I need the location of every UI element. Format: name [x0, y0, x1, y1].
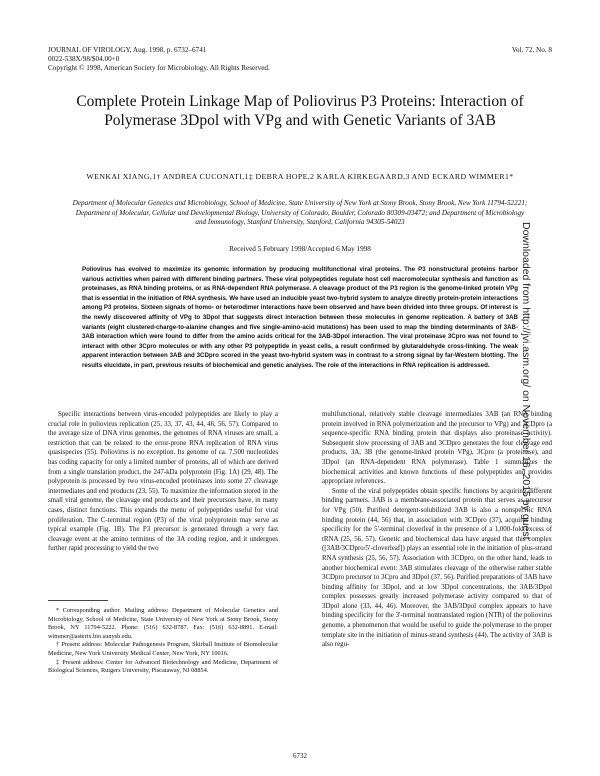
body-column-left [48, 410, 278, 554]
footnotes [48, 607, 278, 676]
body-column-right [322, 410, 552, 650]
abstract: Poliovirus has evolved to maximize its genomic information by producing multifunctional viral proteins. The P3 nonstructural proteins harbor various activities when paired with different binding partners. These viral polypeptides regulate host cell macromolecular synthesis and function as proteinases, as RNA binding proteins, or as RNA-dependent RNA polymerase. A cleavage product of the P3 region is the genome-linked protein VPg that is essential in the initiation of RNA synthesis. We have used an inducible yeast two-hybrid system to analyze directly protein-protein interactions among P3 proteins. Sixteen signals of homo- or heterodimer interactions have been observed and have been divided into three groups. Of interest is the newly discovered affinity of VPg to 3Dpol that suggests direct interaction between these molecules in genome replication. A battery of 3AB variants (eight clustered-charge-to-alanine changes and five single-amino-acid mutations) has been used to map the binding determinants of 3AB-3AB interaction which were found to differ from the amino acids critical for the 3AB-3Dpol interaction. The viral proteinase 3Cpro was not found to interact with other 3Cpro molecules or with any other P3 polypeptide in yeast cells, a result confirmed by glutaraldehyde cross-linking. The weak apparent interaction between 3AB and 3CDpro scored in the yeast two-hybrid system was in contrast to a strong signal by far-Western blotting. The results elucidate, in part, previous results of biochemical and genetic analyses. The role of the interactions in RNA replication is addressed. [82, 266, 518, 369]
received-dates: Received 5 February 1998/Accepted 6 May 1998 [229, 245, 371, 253]
author-list: WENKAI XIANG,1† ANDREA CUCONATI,1‡ DEBRA HOPE,2 KARLA KIRKEGAARD,3 AND ECKARD WIMMER1* [86, 172, 514, 181]
page-number: 6732 [293, 752, 307, 760]
issn-line: 0022-538X/98/$04.00+0 [48, 55, 120, 63]
copyright-line: Copyright © 1998, American Society for Microbiology. All Rights Reserved. [48, 64, 270, 72]
body-paragraph: Specific interactions between virus-encoded polypeptides are likely to play a crucial role in poliovirus replication (25, 33, 37, 43, 44, 46, 56, 57). Compared to the average size of DNA virus genomes, the genomes of RNA viruses are small, a restriction that can be related to the error-prone RNA replication of RNA virus quasispecies (55). Poliovirus is no exception. Its genome of ca. 7,500 nucleotides has coding capacity for only a limited number of proteins, all of which are derived from a single translation product, the 247-kDa polyprotein (Fig. 1A) (29, 48). The polyprotein is processed by two virus-encoded proteinases into some 27 cleavage intermediates and end products (23, 55). To maximize the information stored in the small viral genome, the cleavage end products and their precursors have, in many cases, distinct functions. This expands the menu of polypeptides useful for viral proliferation. The C-terminal region (P3) of the viral polyprotein may serve as typical example (Fig. 1B). The P3 precursor is generated through a very fast cleavage event at the amino terminus of the 3A coding region, and it undergoes further rapid processing to yield the two [48, 411, 278, 553]
affiliations: Department of Molecular Genetics and Microbiology, School of Medicine, State University of New York at Stony Brook, Stony Brook, New York 11794-52221; Department of Molecular, Cellular and Developmental Biology, University of Colorado, Boulder, Colorado 80309-03472; and Department of Microbiology and Immunology, Stanford University, Stanford, California 94305-54023 [72, 199, 528, 227]
journal-line: JOURNAL OF VIROLOGY, Aug. 1998, p. 6732–6741 [48, 46, 207, 54]
download-watermark: Downloaded from http://jvi.asm.org/ on November 16, 2015 by guest [520, 222, 532, 540]
footnote-dagger: † Present address: Molecular Pathogenesis Program, Skirball Institute of Biomolecular Medicine, New York University Medical Center, New York, NY 10016. [48, 641, 278, 657]
body-paragraph: multifunctional, relatively stable cleavage intermediates 3AB (an RNA binding protein involved in RNA polymerization and the precursor to VPg) and 3CDpro (a sequence-specific RNA binding protein that displays also proteinase activity). Subsequent slow processing of 3AB and 3CDpro generates the four cleavage end products, 3A, 3B (the genome-linked protein VPg), 3Cpro (a proteinase), and 3Dpol (an RNA-dependent RNA polymerase). Table 1 summarizes the biochemical activities and known functions of these polypeptides and provides appropriate references. [322, 411, 552, 486]
article-title: Complete Protein Linkage Map of Poliovirus P3 Proteins: Interaction of Polymerase 3Dpol with VPg and with Genetic Variants of 3AB [76, 93, 524, 129]
footnote-corresponding: * Corresponding author. Mailing address: Department of Molecular Genetics and Microbiology, School of Medicine, State University of New York at Stony Brook, Stony Brook, NY 11794-5222. Phone: (516) 632-8787. Fax: (516) 632-8891. E-mail: wimmer@asterix.bio.sunysb.edu. [48, 607, 278, 640]
footnote-divider [48, 600, 108, 601]
body-paragraph: Some of the viral polypeptides obtain specific functions by acquiring different binding partners. 3AB is a membrane-associated protein that serves as precursor for VPg (50). Purified detergent-solubilized 3AB is also a nonspecific RNA binding protein (44, 56) that, in association with 3CDpro (37), acquires binding specificity for the 5'-terminal cloverleaf in the presence of a 1,000-fold excess of tRNA (25, 56, 57). Genetic and biochemical data have argued that this complex ([3AB/3CDpro/5'-cloverleaf]) plays an essential role in the initiation of plus-strand RNA synthesis (25, 56, 57). Association with 3CDpro, on the other hand, leads to another biochemical event: 3AB stimulates cleavage of the otherwise rather stable 3CDpro precursor to 3Cpro and 3Dpol (37, 56). Purified preparations of 3AB have binding affinity for 3Dpol, and at low 3Dpol concentrations, the 3AB/3Dpol complex possesses greatly increased polymerase activity compared to that of 3Dpol alone (33, 44, 46). Moreover, the 3AB/3Dpol complex appears to have binding specificity for the 3'-terminal nontranslated region (NTR) of the poliovirus genome, a phenomenon that would be useful to guide the polymerase to the proper template site in the initiation of minus-strand synthesis (44). The activity of 3AB is also regu- [322, 487, 552, 649]
footnote-double-dagger: ‡ Present address: Center for Advanced Biotechnology and Medicine, Department of Biological Sciences, Rutgers University, Piscataway, NJ 08854. [48, 658, 278, 675]
volume-line: Vol. 72, No. 8 [511, 46, 552, 54]
journal-header [48, 46, 270, 73]
